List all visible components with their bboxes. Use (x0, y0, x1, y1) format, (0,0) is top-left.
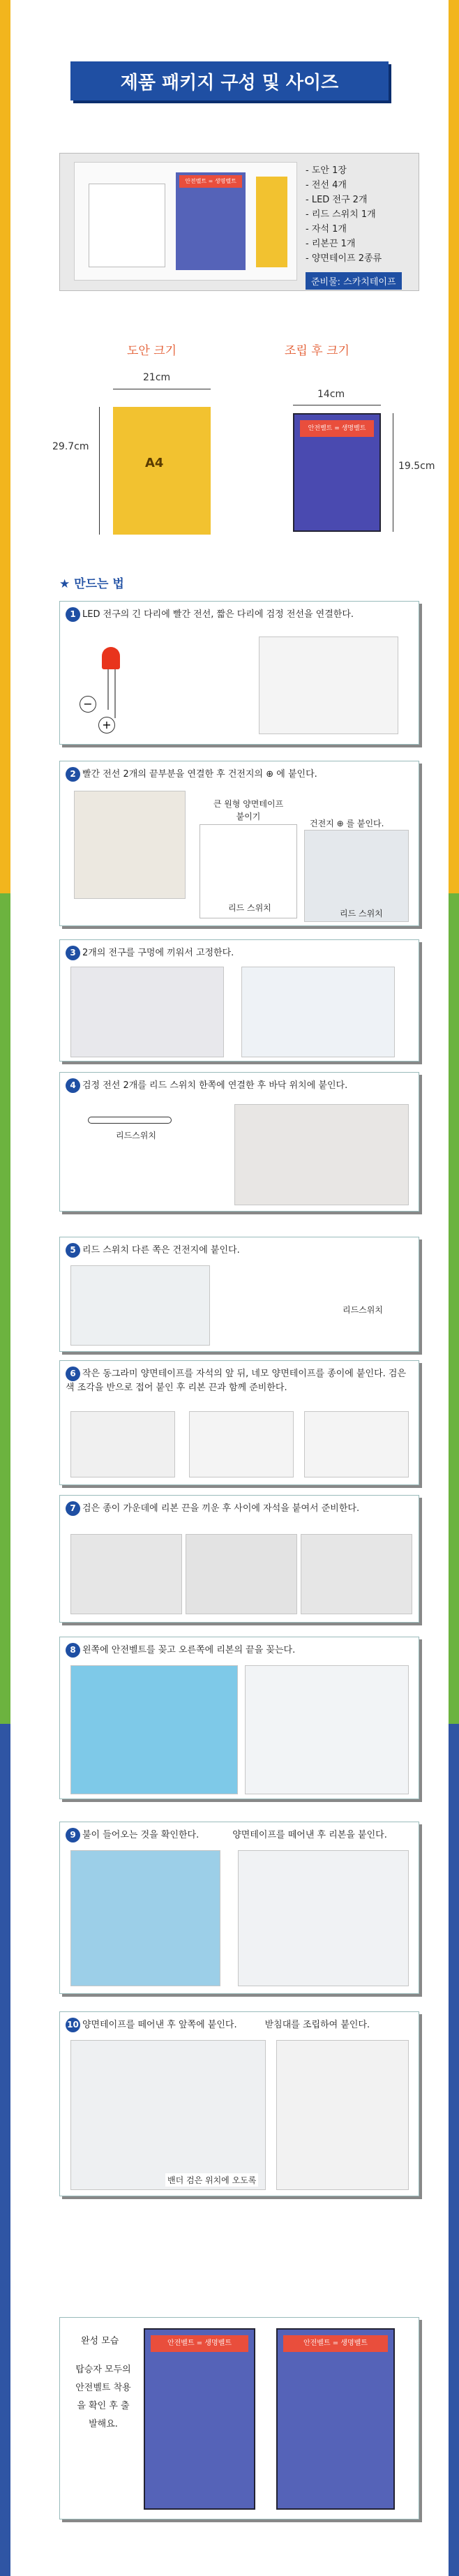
reed-switch-label: 리드 스위치 (228, 903, 271, 913)
package-item: - 양면테이프 2종류 (306, 253, 382, 264)
step-text: 작은 동그라미 양면테이프를 자석의 앞 뒤, 네모 양면테이프를 종이에 붙인다. 검은색 조각을 반으로 접어 붙인 후 리본 끈과 함께 준비한다. (66, 1369, 407, 1393)
reed-switch-label: 리드스위치 (343, 1305, 383, 1315)
package-item-list (306, 163, 382, 266)
ribbon-photo (304, 1411, 409, 1477)
right-color-rail (449, 0, 459, 2576)
step-2 (59, 761, 419, 926)
assembled-product (293, 413, 381, 532)
package-photo (74, 162, 297, 281)
step-5 (59, 1237, 419, 1352)
finished-photo (144, 2328, 255, 2510)
ribbon-attach-photo (238, 1850, 409, 1986)
finished-poster-title: 안전벨트 = 생명벨트 (151, 2335, 248, 2352)
magnet-photo (70, 1411, 175, 1477)
package-item: - 자석 1개 (306, 224, 347, 234)
wires-photo (259, 636, 398, 734)
step-number: 6 (66, 1367, 80, 1381)
finished-box (59, 2317, 419, 2519)
ribbon-step-photo (301, 1534, 412, 1614)
front-attach-photo (70, 2040, 266, 2190)
step-text: 받침대를 조립하여 붙인다. (264, 2020, 370, 2030)
step-10 (59, 2011, 419, 2196)
package-item: - LED 전구 2개 (306, 195, 368, 205)
step-number: 7 (66, 1501, 80, 1516)
page (10, 0, 449, 2576)
step-10-label: 밴더 검은 위치에 오도록 (165, 2173, 258, 2187)
step-text: 리드 스위치 다른 쪽은 건전지에 붙인다. (82, 1245, 240, 1256)
reed-switch-label: 리드스위치 (116, 1131, 156, 1140)
diagram-photo (200, 824, 297, 918)
step-text: 양면테이프를 떼어낸 후 리본을 붙인다. (232, 1830, 387, 1840)
black-pieces-photo (189, 1411, 294, 1477)
pattern-height: 29.7cm (52, 441, 89, 452)
step-text: 불이 들어오는 것을 확인한다. (82, 1830, 200, 1840)
a4-sheet (113, 407, 211, 535)
assembled-poster-title: 안전벨트 = 생명벨트 (300, 420, 374, 437)
how-to-heading (59, 574, 124, 591)
step-7 (59, 1495, 419, 1623)
reed-switch-label: 리드 스위치 (340, 909, 383, 918)
step-text: 2개의 전구를 구멍에 끼워서 고정한다. (82, 948, 234, 958)
step-text: 검은 종이 가운데에 리본 끈을 끼운 후 사이에 자석을 붙여서 준비한다. (82, 1503, 360, 1514)
ribbon-step-photo (70, 1534, 182, 1614)
step-2-label: 붙이기 (236, 812, 261, 821)
step-2-label: 큰 원형 양면테이프 (213, 799, 284, 809)
seatbelt-photo (70, 1665, 238, 1794)
led-photo (74, 633, 151, 738)
battery-photo (70, 1265, 210, 1346)
step-number: 5 (66, 1243, 80, 1258)
ribbon-end-photo (245, 1665, 409, 1794)
plus-icon: + (98, 717, 115, 734)
package-item: - 리드 스위치 1개 (306, 209, 376, 220)
step-9 (59, 1822, 419, 1994)
package-item: - 도안 1장 (306, 165, 347, 176)
finished-desc: 탑승자 모두의 안전벨트 착용을 확인 후 출발해요. (75, 2365, 131, 2429)
finished-title: 완성 모습 (81, 2336, 119, 2346)
assembled-width: 14cm (317, 389, 345, 400)
step-number: 10 (66, 2018, 80, 2032)
step-number: 2 (66, 767, 80, 782)
step-number: 3 (66, 946, 80, 960)
height-dimension-line (99, 407, 100, 535)
step-2-label: 건전지 ⊕ 를 붙인다. (310, 819, 384, 828)
assembled-size-heading: 조립 후 크기 (285, 344, 349, 358)
finished-poster-title: 안전벨트 = 생명벨트 (283, 2335, 388, 2352)
stand-photo (276, 2040, 409, 2190)
step-8 (59, 1637, 419, 1799)
step-text: LED 전구의 긴 다리에 빨간 전선, 짧은 다리에 검정 전선을 연결한다. (82, 609, 354, 620)
page-title: 제품 패키지 구성 및 사이즈 (70, 61, 389, 100)
bulbs-fixed-photo (241, 967, 395, 1057)
battery-photo (74, 791, 186, 899)
step-text: 빨간 전선 2개의 끝부분을 연결한 후 건전지의 ⊕ 에 붙인다. (82, 769, 317, 780)
paper-size-label: A4 (145, 456, 164, 470)
step-3 (59, 939, 419, 1062)
ribbon-step-photo (186, 1534, 297, 1614)
how-to-label: 만드는 법 (74, 577, 124, 591)
lights-on-photo (70, 1850, 220, 1986)
pattern-width: 21cm (143, 372, 171, 383)
step-text: 검정 전선 2개를 리드 스위치 한쪽에 연결한 후 바닥 위치에 붙인다. (82, 1080, 348, 1091)
inserting-photo (70, 967, 224, 1057)
reed-switch-diagram (74, 1104, 200, 1202)
package-box (59, 153, 419, 291)
floor-attach-photo (234, 1104, 409, 1205)
finished-photo (276, 2328, 395, 2510)
package-item: - 전선 4개 (306, 180, 347, 191)
pattern-size-heading: 도안 크기 (127, 344, 177, 358)
step-1 (59, 601, 419, 745)
package-poster-title: 안전벨트 = 생명벨트 (179, 175, 242, 188)
step-text: 양면테이프를 떼어낸 후 앞쪽에 붙인다. (82, 2020, 237, 2030)
step-number: 4 (66, 1078, 80, 1093)
step-6 (59, 1360, 419, 1485)
step-number: 1 (66, 607, 80, 622)
assembled-height: 19.5cm (398, 461, 435, 472)
package-item: - 리본끈 1개 (306, 239, 356, 249)
step-text: 왼쪽에 안전벨트를 꽂고 오른쪽에 리본의 끝을 꽂는다. (82, 1645, 296, 1655)
star-icon: ★ (59, 577, 70, 591)
wiring-diagram (220, 1265, 409, 1346)
step-number: 8 (66, 1643, 80, 1658)
prep-badge: 준비물: 스카치테이프 (306, 272, 402, 290)
left-color-rail (0, 0, 10, 2576)
step-number: 9 (66, 1828, 80, 1842)
minus-icon: − (80, 696, 96, 713)
step-4 (59, 1072, 419, 1212)
battery-attached-photo (304, 830, 409, 922)
